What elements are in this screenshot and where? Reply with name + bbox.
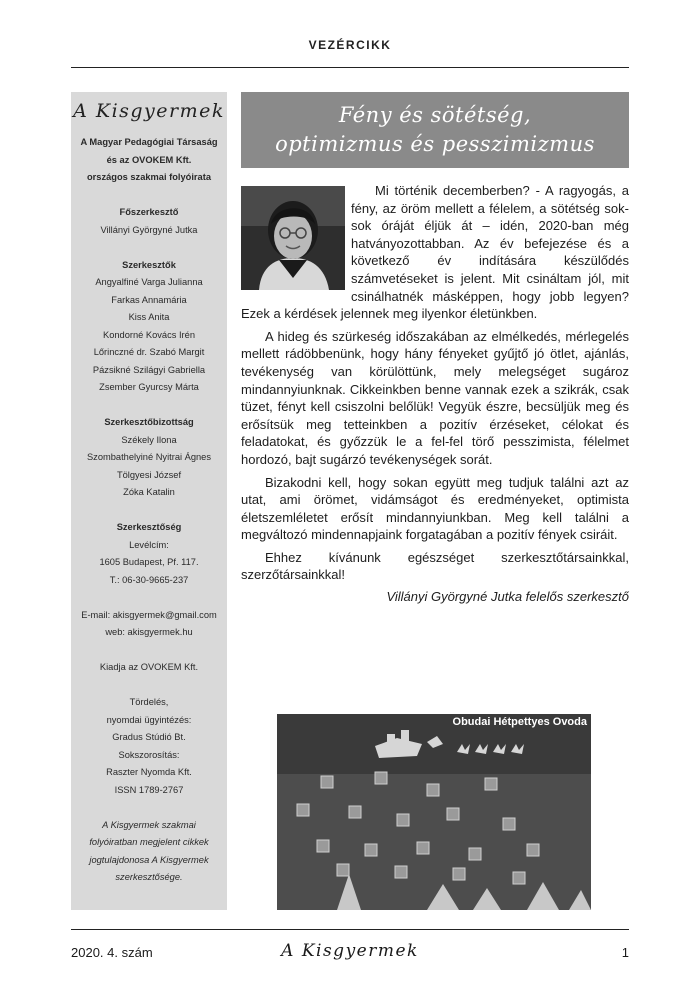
page-number: 1 [621, 945, 629, 960]
issue-number: 2020. 4. szám [71, 945, 153, 960]
article-paragraph: Ehhez kívánunk egészséget szerkesztőtársainkkal, szerzőtársainkkal! [241, 549, 629, 583]
editors-heading: Szerkesztők [122, 259, 176, 270]
editor-name: Pázsikné Szilágyi Gabriella [92, 364, 206, 375]
article-title-line: optimizmus és pesszimizmus [275, 132, 595, 156]
kindergarten-photo [277, 714, 591, 910]
copyright-line: folyóiratban megjelent cikkek [89, 837, 209, 847]
production-line: Sokszorosítás: [118, 749, 180, 760]
web-link[interactable]: web: akisgyermek.hu [105, 627, 193, 637]
board-member: Szombathelyiné Nyitrai Ágnes [86, 452, 212, 462]
article-paragraph: A hideg és szürkeség időszakában az elmélkedés, mérlegelés mellett rádöbbenünk, hogy hány fényeket gyűjtő jó ötlet, ajánlás, tevékenység van körülöttünk, mely melegséget sugároz mindannyiunknak. Cikkeinkben benne vannak ezek a szikrák, csak tüzet, fényt kell csiszolni belőlük! Vegyük észre, becsüljük meg és erősítsük meg tetteinkben a pozitív érzéseket, célokat és feladatokat, és győzzük le a fel-fel törő pesszimista, félelmet hordozó, bajt sugárzó tevékenységek sorát. [241, 328, 629, 467]
copyright-line: jogtulajdonosa A Kisgyermek [89, 854, 209, 865]
christmas-gifts-image [277, 714, 591, 910]
masthead-intro-line: A Magyar Pedagógiai Társaság [80, 137, 218, 147]
copyright-line: szerkesztősége. [115, 872, 183, 882]
publisher-line: Kiadja az OVOKEM Kft. [99, 662, 199, 672]
footer-magazine-title: A Kisgyermek [281, 941, 419, 961]
issn-line: ISSN 1789-2767 [114, 784, 184, 795]
header-rule [71, 67, 629, 68]
editor-name: Zsember Gyurcsy Márta [99, 382, 199, 392]
office-heading: Szerkesztőség [116, 522, 182, 532]
office-phone: T.: 06-30-9665-237 [109, 574, 189, 585]
copyright-line: A Kisgyermek szakmai [102, 819, 196, 830]
production-line: nyomdai ügyintézés: [106, 714, 192, 725]
editor-in-chief-heading: Főszerkesztő [119, 207, 179, 217]
office-line: Levélcím: [129, 539, 169, 550]
masthead-title: A Kisgyermek [73, 100, 225, 122]
article-signature: Villányi Györgyné Jutka felelős szerkesztő [386, 589, 629, 605]
board-member: Tölgyesi József [116, 469, 182, 480]
production-line: Tördelés, [129, 697, 169, 707]
article-body [241, 182, 629, 606]
article-title [241, 92, 629, 168]
office-address: 1605 Budapest, Pf. 117. [99, 557, 199, 567]
footer-rule [71, 929, 629, 930]
board-member: Székely Ilona [121, 434, 177, 445]
board-heading: Szerkesztőbizottság [104, 417, 194, 427]
production-line: Raszter Nyomda Kft. [106, 767, 192, 777]
board-member: Zóka Katalin [123, 487, 175, 497]
editor-name: Farkas Annamária [111, 294, 187, 305]
editor-name: Kondorné Kovács Irén [103, 329, 195, 340]
masthead-intro-line: országos szakmai folyóirata [86, 172, 211, 182]
article-paragraph: Bizakodni kell, hogy sokan együtt meg tudjuk találni azt az utat, ami örömet, vidámságot és eredményeket, optimista életszemléletet erősít mindannyiunkban. Meg kell találni a megváltozó mindennapjaink forgatagában a pozitív fények csiráit. [241, 474, 629, 543]
editor-name: Angyalfiné Varga Julianna [95, 277, 203, 287]
production-line: Gradus Stúdió Bt. [112, 732, 186, 742]
masthead-sidebar [71, 92, 227, 910]
masthead-intro-line: és az OVOKEM Kft. [106, 154, 192, 165]
editor-in-chief-name: Villányi Györgyné Jutka [100, 224, 198, 235]
photo-caption: Obudai Hétpettyes Ovoda [452, 716, 587, 728]
article-title-line: Fény és sötétség, [338, 103, 532, 127]
section-header: VEZÉRCIKK [308, 38, 392, 52]
article-paragraph: Mi történik decemberben? - A ragyogás, a fény, az öröm mellett a félelem, a sötétség sok-sok óráját éljük át – idén, 2020-ban még hatványozottabban. Az év befejezése és a következő év indítására készülődés számvetéseket is jelent. Mit csináltam jól, mit csinálhatnék másképpen, hogy jobb legyen? Ezek a kérdések jelennek meg ilyenkor életünkben. [241, 183, 629, 322]
editor-name: Kiss Anita [128, 312, 170, 322]
editor-name: Lőrinczné dr. Szabó Margit [93, 347, 205, 357]
email-link[interactable]: E-mail: akisgyermek@gmail.com [81, 609, 217, 620]
